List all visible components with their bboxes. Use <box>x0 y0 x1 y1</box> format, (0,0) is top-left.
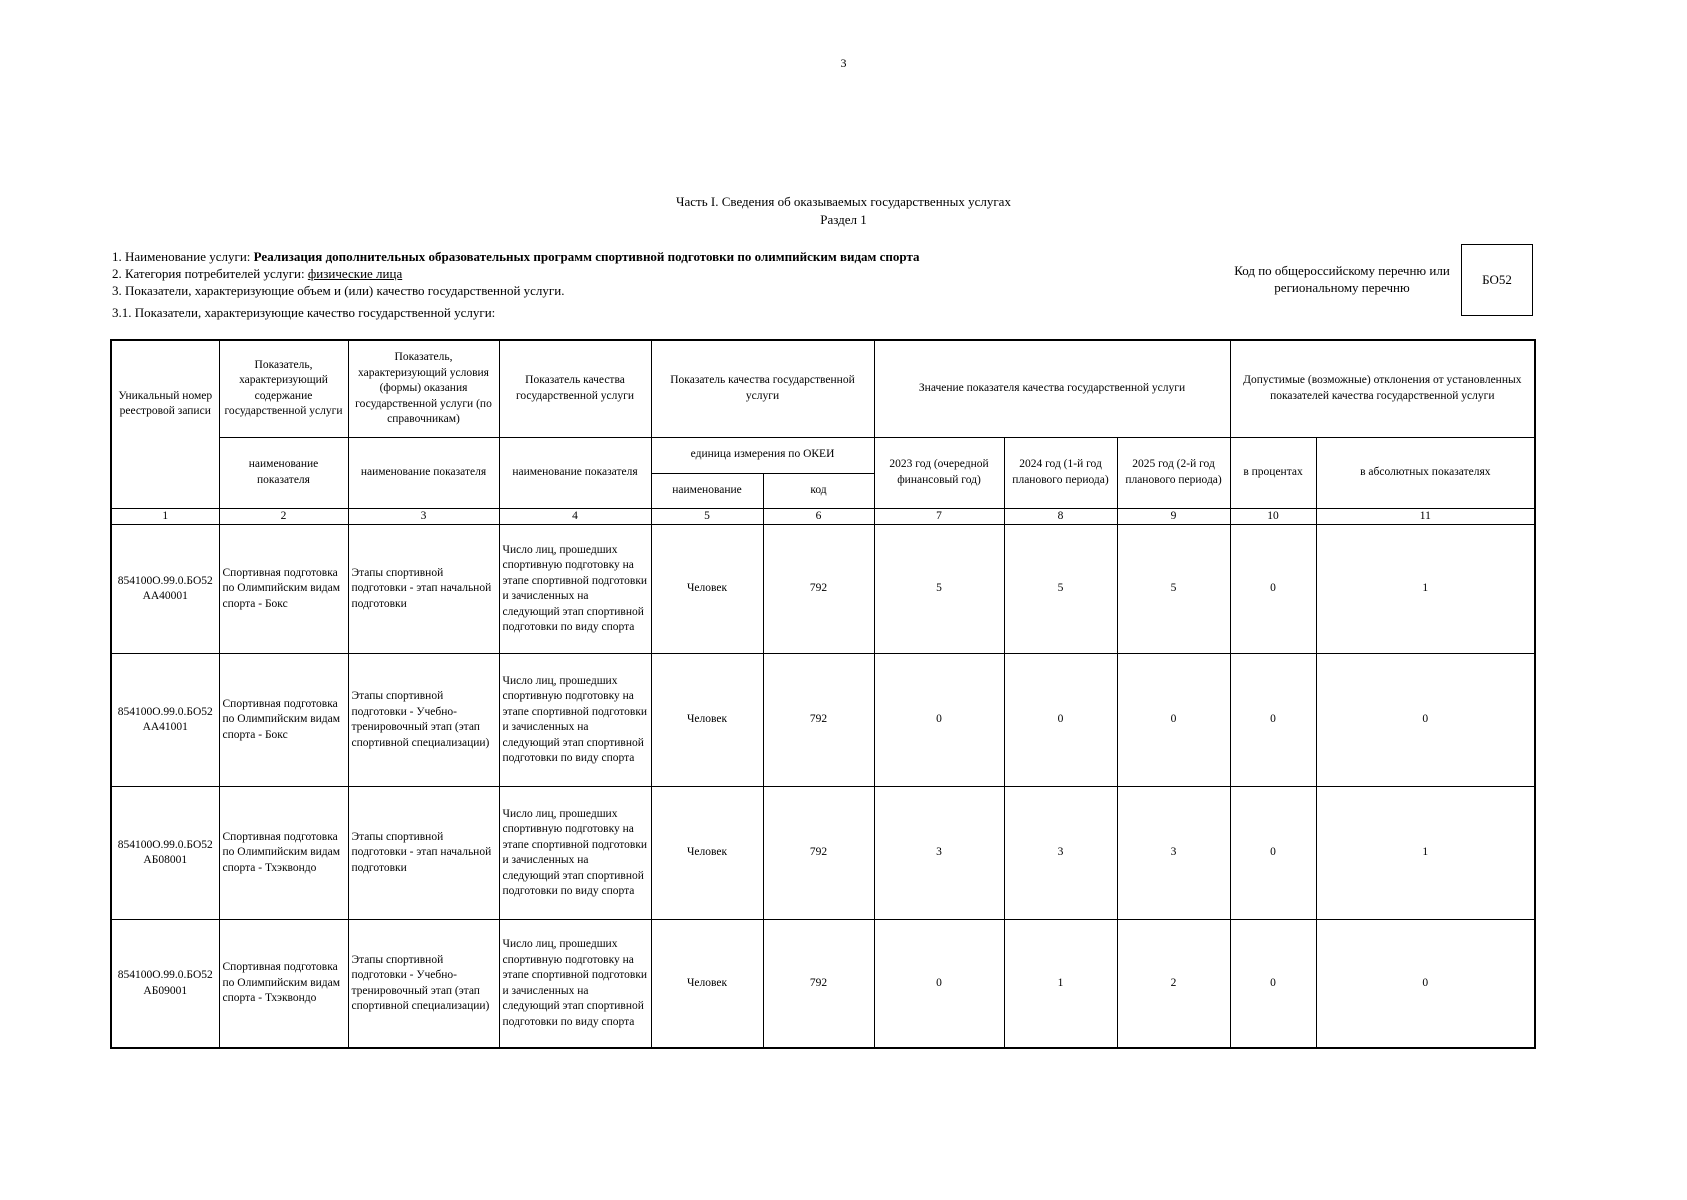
value-2024-cell: 1 <box>1004 920 1117 1049</box>
part-header <box>0 193 1687 229</box>
quality-indicators-table <box>110 339 1536 1049</box>
registry-number-cell: 854100О.99.0.БО52АБ08001 <box>111 787 219 920</box>
table-row <box>111 787 1535 920</box>
header-okei-unit: единица измерения по ОКЕИ <box>651 437 874 473</box>
header-content-indicator: Показатель, характеризующий содержание государственной услуги <box>219 340 348 437</box>
quality-indicator-cell: Число лиц, прошедших спортивную подготовку на этапе спортивной подготовки и зачисленных на следующий этап спортивной подготовки по виду спорта <box>499 920 651 1049</box>
header-okei-code: код <box>763 473 874 508</box>
quality-indicator-cell: Число лиц, прошедших спортивную подготовку на этапе спортивной подготовки и зачисленных на следующий этап спортивной подготовки по виду спорта <box>499 787 651 920</box>
header-conditions-indicator: Показатель, характеризующий условия (формы) оказания государственной услуги (по справочникам) <box>348 340 499 437</box>
header-in-percent: в процентах <box>1230 437 1316 508</box>
table-row <box>111 525 1535 654</box>
header-registry-number: Уникальный номер реестровой записи <box>111 340 219 508</box>
header-quality-value: Значение показателя качества государственной услуги <box>874 340 1230 437</box>
column-number: 11 <box>1316 508 1535 525</box>
content-indicator-cell: Спортивная подготовка по Олимпийским видам спорта - Бокс <box>219 654 348 787</box>
deviation-absolute-cell: 1 <box>1316 787 1535 920</box>
registry-code-label: Код по общероссийскому перечню или региональному перечню <box>1234 263 1450 295</box>
header-year-2024: 2024 год (1-й год планового периода) <box>1004 437 1117 508</box>
deviation-percent-cell: 0 <box>1230 920 1316 1049</box>
registry-code-value: БО52 <box>1482 272 1512 287</box>
deviation-percent-cell: 0 <box>1230 787 1316 920</box>
service-name-label: 1. Наименование услуги: <box>112 249 254 264</box>
registry-code-box <box>1461 244 1533 316</box>
deviation-absolute-cell: 1 <box>1316 525 1535 654</box>
consumer-category-line <box>112 265 1192 282</box>
header-okei-name: наименование <box>651 473 763 508</box>
deviation-percent-cell: 0 <box>1230 525 1316 654</box>
header-year-2025: 2025 год (2-й год планового периода) <box>1117 437 1230 508</box>
conditions-indicator-cell: Этапы спортивной подготовки - Учебно-тренировочный этап (этап спортивной специализации) <box>348 920 499 1049</box>
column-numbers-row <box>111 508 1535 525</box>
section-title: Раздел 1 <box>820 212 867 227</box>
header-in-absolute: в абсолютных показателях <box>1316 437 1535 508</box>
unit-name-cell: Человек <box>651 920 763 1049</box>
header-indicator-name-3: наименование показателя <box>348 437 499 508</box>
value-2024-cell: 3 <box>1004 787 1117 920</box>
content-indicator-cell: Спортивная подготовка по Олимпийским видам спорта - Тхэквондо <box>219 920 348 1049</box>
service-name-line <box>112 248 1192 265</box>
value-2025-cell: 2 <box>1117 920 1230 1049</box>
unit-code-cell: 792 <box>763 920 874 1049</box>
value-2025-cell: 5 <box>1117 525 1230 654</box>
value-2024-cell: 5 <box>1004 525 1117 654</box>
column-number: 7 <box>874 508 1004 525</box>
value-2024-cell: 0 <box>1004 654 1117 787</box>
value-2025-cell: 3 <box>1117 787 1230 920</box>
conditions-indicator-cell: Этапы спортивной подготовки - Учебно-тренировочный этап (этап спортивной специализации) <box>348 654 499 787</box>
content-indicator-cell: Спортивная подготовка по Олимпийским видам спорта - Бокс <box>219 525 348 654</box>
quality-indicator-cell: Число лиц, прошедших спортивную подготовку на этапе спортивной подготовки и зачисленных на следующий этап спортивной подготовки по виду спорта <box>499 525 651 654</box>
indicators-line: 3. Показатели, характеризующие объем и (или) качество государственной услуги. <box>112 283 565 298</box>
quality-indicator-cell: Число лиц, прошедших спортивную подготовку на этапе спортивной подготовки и зачисленных на следующий этап спортивной подготовки по виду спорта <box>499 654 651 787</box>
unit-code-cell: 792 <box>763 787 874 920</box>
conditions-indicator-cell: Этапы спортивной подготовки - этап начальной подготовки <box>348 787 499 920</box>
table-row <box>111 654 1535 787</box>
part-title: Часть I. Сведения об оказываемых государственных услугах <box>676 194 1011 209</box>
value-2023-cell: 3 <box>874 787 1004 920</box>
header-quality-indicator-unit: Показатель качества государственной услуги <box>651 340 874 437</box>
registry-number-cell: 854100О.99.0.БО52АБ09001 <box>111 920 219 1049</box>
column-number: 9 <box>1117 508 1230 525</box>
value-2023-cell: 0 <box>874 920 1004 1049</box>
header-indicator-name-2: наименование показателя <box>219 437 348 508</box>
column-number: 8 <box>1004 508 1117 525</box>
column-number: 6 <box>763 508 874 525</box>
header-quality-indicator-name: Показатель качества государственной услуги <box>499 340 651 437</box>
deviation-absolute-cell: 0 <box>1316 654 1535 787</box>
table-row <box>111 920 1535 1049</box>
header-year-2023: 2023 год (очередной финансовый год) <box>874 437 1004 508</box>
column-number: 1 <box>111 508 219 525</box>
consumer-category-label: 2. Категория потребителей услуги: <box>112 266 308 281</box>
unit-name-cell: Человек <box>651 654 763 787</box>
header-deviations: Допустимые (возможные) отклонения от установленных показателей качества государственной услуги <box>1230 340 1535 437</box>
unit-name-cell: Человек <box>651 525 763 654</box>
registry-number-cell: 854100О.99.0.БО52АА41001 <box>111 654 219 787</box>
page-number: 3 <box>840 56 847 70</box>
deviation-absolute-cell: 0 <box>1316 920 1535 1049</box>
quality-indicators-line: 3.1. Показатели, характеризующие качество государственной услуги: <box>112 305 496 320</box>
value-2025-cell: 0 <box>1117 654 1230 787</box>
deviation-percent-cell: 0 <box>1230 654 1316 787</box>
content-indicator-cell: Спортивная подготовка по Олимпийским видам спорта - Тхэквондо <box>219 787 348 920</box>
value-2023-cell: 0 <box>874 654 1004 787</box>
column-number: 5 <box>651 508 763 525</box>
service-info <box>112 248 1192 321</box>
column-number: 2 <box>219 508 348 525</box>
unit-code-cell: 792 <box>763 525 874 654</box>
service-name-value: Реализация дополнительных образовательных программ спортивной подготовки по олимпийским видам спорта <box>253 249 920 264</box>
column-number: 10 <box>1230 508 1316 525</box>
registry-number-cell: 854100О.99.0.БО52АА40001 <box>111 525 219 654</box>
column-number: 3 <box>348 508 499 525</box>
value-2023-cell: 5 <box>874 525 1004 654</box>
header-indicator-name-4: наименование показателя <box>499 437 651 508</box>
unit-name-cell: Человек <box>651 787 763 920</box>
unit-code-cell: 792 <box>763 654 874 787</box>
column-number: 4 <box>499 508 651 525</box>
consumer-category-value: физические лица <box>307 266 403 281</box>
conditions-indicator-cell: Этапы спортивной подготовки - этап начальной подготовки <box>348 525 499 654</box>
